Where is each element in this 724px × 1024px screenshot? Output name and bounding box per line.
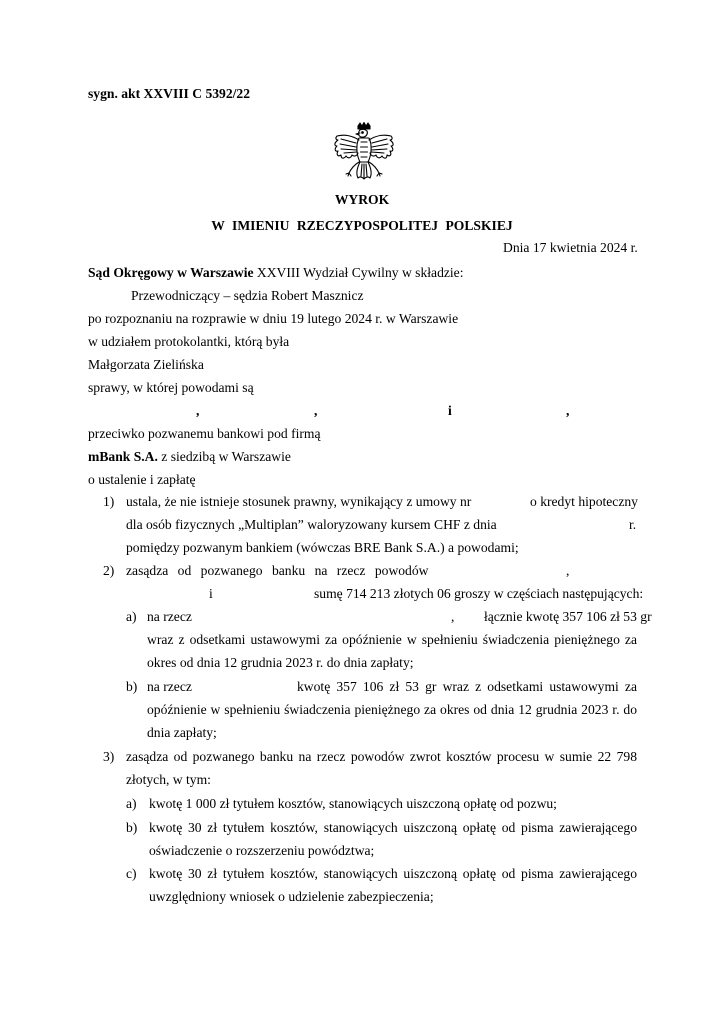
point-number: 3) [103, 749, 115, 764]
point-text: ustala, że nie istnieje stosunek prawny, wynikający z umowy nr [126, 494, 472, 509]
case-subject: o ustalenie i zapłatę [88, 472, 196, 487]
subpoint-text: kwotę 30 zł tytułem kosztów, stanowiących uiszczoną opłatę od pisma zawierającego [149, 820, 637, 835]
bank-seat: z siedzibą w Warszawie [157, 449, 291, 464]
court-name: Sąd Okręgowy w Warszawie [88, 265, 254, 280]
subpoint-text: wraz z odsetkami ustawowymi za opóźnienie w spełnieniu świadczenia pieniężnego za [147, 632, 637, 647]
subpoint-text: kwotę 357 106 zł 53 gr wraz z odsetkami ustawowymi za [297, 679, 637, 694]
case-number: sygn. akt XXVIII C 5392/22 [88, 86, 251, 101]
subpoint-letter: a) [126, 609, 137, 624]
hearing-line: po rozpoznaniu na rozprawie w dniu 19 lutego 2024 r. w Warszawie [88, 311, 459, 326]
point-number: 2) [103, 563, 115, 578]
clerk-intro: w udziałem protokolantki, którą była [88, 334, 290, 349]
verdict-title: WYROK [334, 192, 390, 207]
subpoint-text: kwotę 30 zł tytułem kosztów, stanowiących uiszczoną opłatę od pisma zawierającego [149, 866, 637, 881]
plaintiff-separator: , [196, 403, 200, 418]
subpoint-text: dnia zapłaty; [147, 725, 217, 740]
subpoint-letter: b) [126, 820, 138, 835]
case-intro: sprawy, w której powodami są [88, 380, 254, 395]
subpoint-text: oświadczenie o rozszerzeniu powództwa; [149, 843, 375, 858]
verdict-subtitle: W IMIENIU RZECZYPOSPOLITEJ POLSKIEJ [211, 218, 513, 233]
clerk-name: Małgorzata Zielińska [88, 357, 204, 372]
point-text: dla osób fizycznych „Multiplan” waloryzowany kursem CHF z dnia [126, 517, 497, 532]
point-text: zasądza od pozwanego banku na rzecz powodów [126, 563, 429, 578]
eagle-emblem-icon [329, 122, 399, 186]
plaintiff-separator: i [448, 403, 452, 418]
point-text: złotych, w tym: [126, 772, 211, 787]
subpoint-letter: b) [126, 679, 138, 694]
subpoint-letter: c) [126, 866, 137, 881]
point-text: i [209, 586, 213, 601]
point-text: sumę 714 213 złotych 06 groszy w częściach następujących: [314, 586, 644, 601]
point-number: 1) [103, 494, 115, 509]
bank-line [88, 449, 291, 465]
subpoint-text: na rzecz [147, 679, 192, 694]
subpoint-text: opóźnienie w spełnieniu świadczenia pieniężnego za okres od dnia 12 grudnia 2023 r. do [147, 702, 637, 717]
subpoint-letter: a) [126, 796, 137, 811]
plaintiff-separator: , [566, 403, 570, 418]
court-line [88, 265, 463, 281]
point-text: r. [629, 517, 637, 532]
subpoint-text: uwzględniony wniosek o udzielenie zabezpieczenia; [149, 889, 434, 904]
verdict-date: Dnia 17 kwietnia 2024 r. [503, 240, 638, 255]
point-text: , [566, 563, 570, 578]
court-division: XXVIII Wydział Cywilny w składzie: [253, 265, 464, 280]
subpoint-text: kwotę 1 000 zł tytułem kosztów, stanowiących uiszczoną opłatę od pozwu; [149, 796, 557, 811]
point-text: o kredyt hipoteczny [530, 494, 638, 509]
point-text: zasądza od pozwanego banku na rzecz powodów zwrot kosztów procesu w sumie 22 798 [126, 749, 637, 764]
plaintiff-separator: , [314, 403, 318, 418]
presiding-judge: Przewodniczący – sędzia Robert Masznicz [131, 288, 364, 303]
against-line: przeciwko pozwanemu bankowi pod firmą [88, 426, 321, 441]
bank-name: mBank S.A. [88, 449, 158, 464]
subpoint-text: okres od dnia 12 grudnia 2023 r. do dnia zapłaty; [147, 655, 414, 670]
subpoint-text: łącznie kwotę 357 106 zł 53 gr [484, 609, 652, 624]
subpoint-text: , [451, 609, 455, 624]
subpoint-text: na rzecz [147, 609, 192, 624]
point-text: pomiędzy pozwanym bankiem (wówczas BRE Bank S.A.) a powodami; [126, 540, 519, 555]
